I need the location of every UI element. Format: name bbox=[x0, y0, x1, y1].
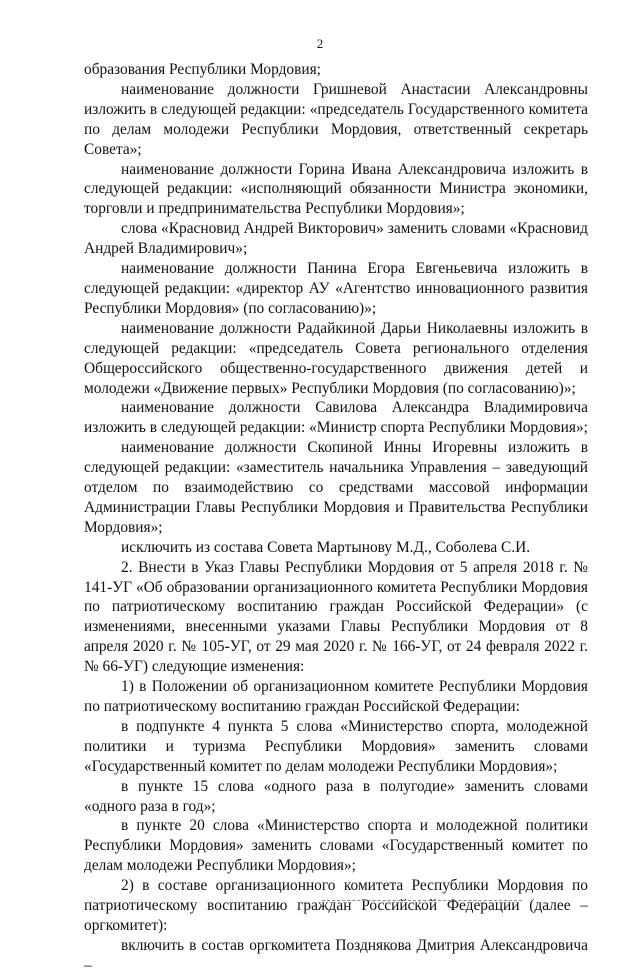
document-body bbox=[84, 60, 588, 976]
paragraph: наименование должности Панина Егора Евгеньевича изложить в следующей редакции: «директор АУ «Агентство инновационного развития Республики Мордовия» (по согласованию)»; bbox=[84, 260, 588, 317]
paragraph: наименование должности Горина Ивана Александровича изложить в следующей редакции: «исполняющий обязанности Министра экономики, торговли и предпринимательства Республики Мордовия»; bbox=[84, 160, 588, 218]
paragraph: наименование должности Гришневой Анастасии Александровны изложить в следующей редакции: «председатель Государственного комитета по делам молодежи Республики Мордовия, ответственный секретарь Совета»; bbox=[84, 80, 588, 158]
paragraph: в пункте 15 слова «одного раза в полугодие» заменить словами «одного раза в год»; bbox=[84, 777, 588, 815]
scan-edge-mark bbox=[322, 900, 522, 905]
paragraph: наименование должности Радайкиной Дарьи Николаевны изложить в следующей редакции: «председатель Совета регионального отделения Общероссийского общественно-государственного движения детей и молодежи «Движение первых» Республики Мордовия (по согласованию)»; bbox=[84, 319, 588, 397]
paragraph: в пункте 20 слова «Министерство спорта и молодежной политики Республики Мордовия» заменить словами «Государственный комитет по делам молодежи Республики Мордовия»; bbox=[84, 817, 588, 875]
paragraph: образования Республики Мордовия; bbox=[84, 61, 321, 78]
paragraph: 2. Внести в Указ Главы Республики Мордовия от 5 апреля 2018 г. № 141-УГ «Об образовании организационного комитета Республики Мордовия по патриотическому воспитанию граждан Российской Федерации» (с изменениями, внесенными указами Главы Республики Мордовия от 8 апреля 2020 г. № 105-УГ, от 29 мая 2020 г. № 166-УГ, от 24 февраля 2022 г. № 66-УГ) следующие изменения: bbox=[84, 558, 588, 676]
paragraph: 2) в составе организационного комитета Республики Мордовия по патриотическому воспитанию граждан Российской Федерации (далее – оргкомитет): bbox=[84, 877, 588, 934]
paragraph: наименование должности Скопиной Инны Игоревны изложить в следующей редакции: «заместитель начальника Управления – заведующий отделом по взаимодействию со средствами массовой информации Администрации Главы Республики Мордовия и Правительства Республики Мордовия»; bbox=[84, 439, 588, 536]
paragraph: наименование должности Савилова Александра Владимировича изложить в следующей редакции: «Министр спорта Республики Мордовия»; bbox=[84, 399, 588, 437]
paragraph: слова «Красновид Андрей Викторович» заменить словами «Красновид Андрей Владимирович»; bbox=[84, 220, 588, 258]
page-number: 2 bbox=[316, 36, 324, 51]
paragraph: в подпункте 4 пункта 5 слова «Министерство спорта, молодежной политики и туризма Республики Мордовия» заменить словами «Государственный комитет по делам молодежи Республики Мордовия»; bbox=[84, 717, 588, 775]
paragraph: исключить из состава Совета Мартынову М.Д., Соболева С.И. bbox=[121, 538, 531, 556]
paragraph: включить в состав оргкомитета Позднякова Дмитрия Александровича – bbox=[84, 936, 588, 974]
paragraph: 1) в Положении об организационном комитете Республики Мордовия по патриотическому воспитанию граждан Российской Федерации: bbox=[84, 678, 588, 715]
